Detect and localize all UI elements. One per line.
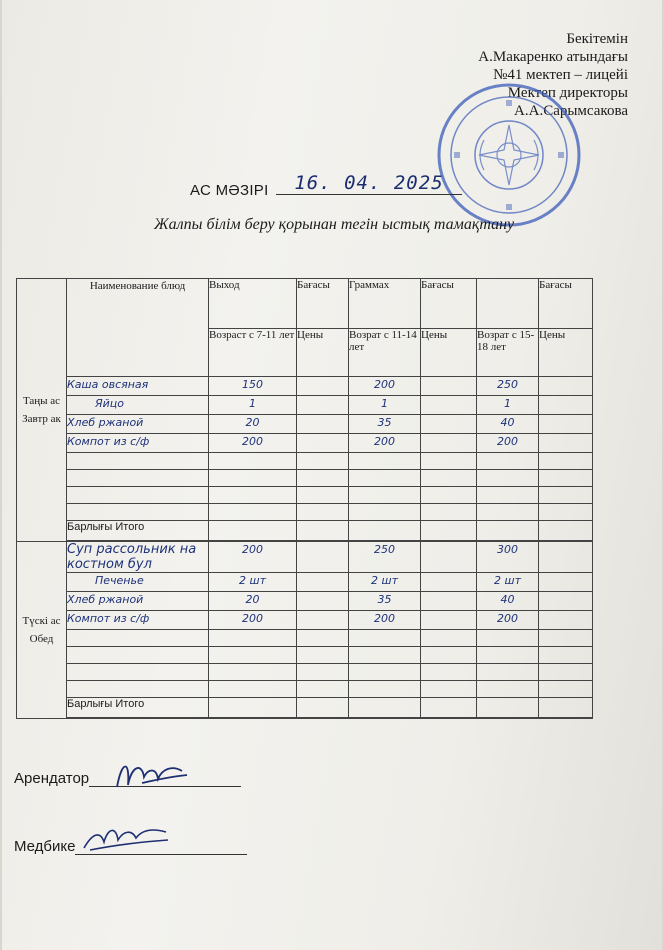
- header-age-7-11: Возраст с 7-11 лет: [209, 329, 297, 377]
- table-row: [17, 504, 593, 521]
- table-row: [17, 453, 593, 470]
- qty-15-18: 200: [477, 434, 539, 453]
- breakfast-total-label: Барлығы Итого: [67, 521, 209, 541]
- official-seal: [434, 80, 584, 230]
- qty-11-14: 2 шт: [349, 573, 421, 592]
- document-subtitle: Жалпы білім беру қорынан тегін ыстық тамақтану: [154, 216, 515, 233]
- qty-15-18: 40: [477, 592, 539, 611]
- header-bagasy: Бағасы: [421, 279, 477, 329]
- table-row: [17, 377, 593, 396]
- qty-7-11: 1: [209, 396, 297, 415]
- qty-7-11: 150: [209, 377, 297, 396]
- dish-name: Компот из с/ф: [67, 434, 209, 453]
- qty-11-14: 200: [349, 611, 421, 630]
- qty-7-11: 20: [209, 592, 297, 611]
- qty-7-11: 20: [209, 415, 297, 434]
- dish-name: Яйцо: [67, 396, 209, 415]
- table-row: [17, 611, 593, 630]
- table-row: [17, 698, 593, 718]
- nurse-signature-line: [75, 854, 247, 855]
- dish-name: Хлеб ржаной: [67, 415, 209, 434]
- qty-11-14: 1: [349, 396, 421, 415]
- qty-15-18: 40: [477, 415, 539, 434]
- approval-line: Мектеп директоры: [507, 85, 628, 101]
- menu-date: 16. 04. 2025: [276, 172, 462, 195]
- qty-7-11: 200: [209, 611, 297, 630]
- qty-11-14: 200: [349, 377, 421, 396]
- header-price: Цены: [421, 329, 477, 377]
- approval-line: №41 мектеп – лицейі: [493, 67, 628, 83]
- dish-name: Компот из с/ф: [67, 611, 209, 630]
- qty-7-11: 2 шт: [209, 573, 297, 592]
- qty-7-11: 200: [209, 542, 297, 573]
- nurse-signature: [80, 820, 170, 854]
- header-price: Цены: [297, 329, 349, 377]
- header-price: Цены: [539, 329, 593, 377]
- qty-11-14: 200: [349, 434, 421, 453]
- table-row: [17, 542, 593, 573]
- approval-line: Бекітемін: [566, 31, 628, 47]
- nurse-label: Медбике: [14, 838, 76, 855]
- table-row: [17, 681, 593, 698]
- dish-name: Суп рассольник на костном бул: [67, 542, 209, 573]
- document-page: [2, 0, 662, 950]
- lunch-total-label: Барлығы Итого: [67, 698, 209, 718]
- tenant-label: Арендатор: [14, 770, 90, 787]
- table-row: [17, 434, 593, 453]
- qty-15-18: 2 шт: [477, 573, 539, 592]
- menu-table: [16, 278, 593, 719]
- meal-label-lunch: Түскі ас Обед: [17, 542, 67, 719]
- header-age-11-14: Возрат с 11-14 лет: [349, 329, 421, 377]
- qty-15-18: 250: [477, 377, 539, 396]
- qty-11-14: 250: [349, 542, 421, 573]
- table-row: [17, 415, 593, 434]
- approval-line: А.А.Сарымсакова: [514, 103, 628, 119]
- qty-15-18: 200: [477, 611, 539, 630]
- table-row: [17, 664, 593, 681]
- qty-11-14: 35: [349, 592, 421, 611]
- qty-7-11: 200: [209, 434, 297, 453]
- table-row: [17, 647, 593, 664]
- dish-name: Каша овсяная: [67, 377, 209, 396]
- dish-name: Хлеб ржаной: [67, 592, 209, 611]
- header-dish-name: Наименование блюд: [67, 279, 209, 377]
- qty-15-18: 300: [477, 542, 539, 573]
- table-row: [17, 592, 593, 611]
- table-row: [17, 487, 593, 504]
- dish-name: Печенье: [67, 573, 209, 592]
- tenant-signature: [112, 755, 192, 795]
- qty-15-18: 1: [477, 396, 539, 415]
- header-bagasy: Бағасы: [297, 279, 349, 329]
- qty-11-14: 35: [349, 415, 421, 434]
- meal-label-breakfast: Таңы ас Завтр ак: [17, 279, 67, 542]
- table-row: [17, 630, 593, 647]
- table-row: [17, 396, 593, 415]
- table-row: [17, 470, 593, 487]
- header-age-15-18: Возрат с 15-18 лет: [477, 329, 539, 377]
- document-title: АС МӘЗІРІ: [190, 182, 269, 199]
- header-vykhod: Выход: [209, 279, 297, 329]
- header-bagasy: Бағасы: [539, 279, 593, 329]
- approval-line: А.Макаренко атындағы: [478, 49, 628, 65]
- table-row: [17, 521, 593, 541]
- table-row: [17, 573, 593, 592]
- header-grammakh: Граммах: [349, 279, 421, 329]
